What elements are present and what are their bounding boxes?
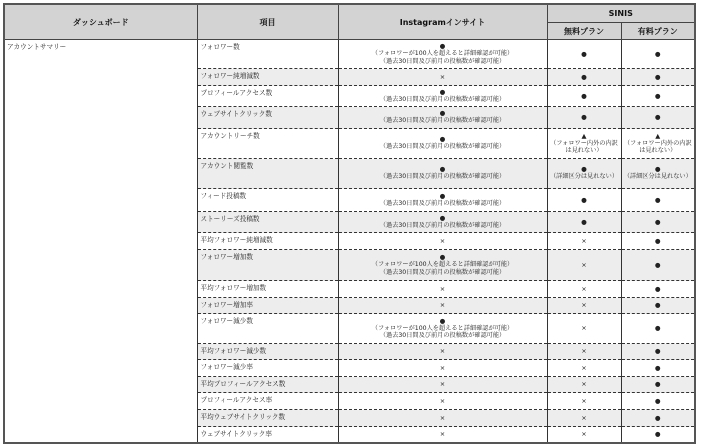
feature-comparison-table (3, 3, 696, 444)
unavailable-mark: × (581, 324, 587, 332)
instagram-insight-cell (338, 377, 547, 393)
header-dashboard: ダッシュボード (4, 4, 197, 40)
unavailable-mark: × (439, 72, 446, 81)
metric-name: フォロワー減少数 (197, 314, 338, 344)
free-plan-cell (547, 107, 621, 129)
free-plan-cell (547, 360, 621, 377)
available-mark: ● (654, 72, 661, 81)
unavailable-mark: × (439, 429, 446, 438)
dashboard-account-summary: アカウントサマリー (4, 40, 197, 443)
paid-plan-cell (621, 298, 695, 314)
unavailable-mark: × (581, 413, 587, 422)
free-plan-cell (547, 427, 621, 443)
instagram-insight-cell (338, 129, 547, 159)
available-mark: ● (654, 347, 661, 355)
instagram-insight-cell (338, 69, 547, 86)
metric-name: フォロワー増加数 (197, 250, 338, 281)
partial-mark: ▲ (655, 131, 661, 140)
unavailable-mark: × (439, 363, 446, 372)
free-plan-cell (547, 410, 621, 427)
paid-plan-cell (621, 393, 695, 410)
insight-note: （フォロワーが100人を超えると詳細確認が可能） (371, 50, 514, 57)
unavailable-mark: × (581, 236, 587, 245)
unavailable-mark: × (581, 396, 587, 405)
paid-plan-cell (621, 107, 695, 129)
instagram-insight-cell (338, 298, 547, 314)
paid-plan-cell (621, 281, 695, 298)
instagram-insight-cell (338, 427, 547, 443)
available-mark: ● (581, 165, 587, 174)
available-mark: ● (654, 217, 661, 226)
free-plan-cell (547, 212, 621, 233)
metric-name: フォロワー減少率 (197, 360, 338, 377)
paid-plan-cell (621, 233, 695, 250)
unavailable-mark: × (439, 380, 446, 388)
free-plan-cell (547, 86, 621, 107)
plan-note: （フォロワー内外の内訳は見れない） (550, 139, 618, 154)
insight-note: （過去30日間及び前月の投稿数が確認可能） (379, 199, 506, 207)
available-mark: ● (654, 413, 661, 422)
instagram-insight-cell (338, 107, 547, 129)
available-mark: ● (654, 324, 661, 332)
unavailable-mark: × (439, 413, 446, 422)
available-mark: ● (654, 429, 661, 438)
metric-name: フォロワー増加率 (197, 298, 338, 314)
available-mark: ● (654, 236, 661, 245)
available-mark: ● (654, 113, 661, 121)
available-mark: ● (581, 113, 587, 121)
unavailable-mark: × (581, 380, 587, 388)
paid-plan-cell (621, 69, 695, 86)
metric-name: フォロワー純増減数 (197, 69, 338, 86)
paid-plan-cell (621, 314, 695, 344)
available-mark: ● (581, 91, 587, 100)
available-mark: ● (654, 396, 661, 405)
instagram-insight-cell (338, 250, 547, 281)
instagram-insight-cell (338, 212, 547, 233)
metric-name: 平均ウェブサイトクリック数 (197, 410, 338, 427)
unavailable-mark: × (439, 347, 446, 355)
metric-name: ウェブサイトクリック数 (197, 107, 338, 129)
metric-name: 平均フォロワー増加数 (197, 281, 338, 298)
metric-name: アカウントリーチ数 (197, 129, 338, 159)
available-mark: ● (439, 87, 446, 96)
available-mark: ● (439, 191, 446, 200)
insight-note: （フォロワーが100人を超えると詳細確認が可能） (371, 261, 514, 268)
metric-name: フォロワー数 (197, 40, 338, 69)
free-plan-cell (547, 69, 621, 86)
unavailable-mark: × (581, 347, 587, 355)
metric-name: ウェブサイトクリック率 (197, 427, 338, 443)
unavailable-mark: × (581, 260, 587, 269)
insight-note: （過去30日間及び前月の投稿数が確認可能） (379, 332, 506, 339)
available-mark: ● (439, 42, 446, 50)
instagram-insight-cell (338, 314, 547, 344)
available-mark: ● (654, 260, 661, 269)
paid-plan-cell (621, 86, 695, 107)
unavailable-mark: × (439, 301, 446, 309)
free-plan-cell (547, 281, 621, 298)
available-mark: ● (581, 49, 587, 58)
instagram-insight-cell (338, 281, 547, 298)
insight-note: （過去30日間及び前月の投稿数が確認可能） (379, 268, 506, 276)
metric-name: ストーリーズ投稿数 (197, 212, 338, 233)
paid-plan-cell (621, 129, 695, 159)
available-mark: ● (439, 213, 446, 222)
available-mark: ● (581, 217, 587, 226)
available-mark: ● (439, 253, 446, 261)
insight-note: （過去30日間及び前月の投稿数が確認可能） (379, 221, 506, 229)
instagram-insight-cell (338, 86, 547, 107)
free-plan-cell (547, 40, 621, 69)
metric-name: プロフィールアクセス率 (197, 393, 338, 410)
unavailable-mark: × (581, 363, 587, 372)
unavailable-mark: × (581, 284, 587, 293)
unavailable-mark: × (439, 236, 446, 245)
header-instagram-insight: Instagramインサイト (338, 4, 547, 40)
available-mark: ● (654, 284, 661, 293)
unavailable-mark: × (581, 429, 587, 438)
free-plan-cell (547, 344, 621, 360)
instagram-insight-cell (338, 233, 547, 250)
free-plan-cell (547, 314, 621, 344)
paid-plan-cell (621, 250, 695, 281)
free-plan-cell (547, 298, 621, 314)
plan-note: （フォロワー内外の内訳は見れない） (623, 139, 692, 154)
available-mark: ● (654, 91, 661, 100)
instagram-insight-cell (338, 159, 547, 189)
available-mark: ● (654, 49, 661, 58)
available-mark: ● (654, 380, 661, 388)
insight-note: （フォロワーが100人を超えると詳細確認が可能） (371, 324, 514, 332)
metric-name: 平均プロフィールアクセス数 (197, 377, 338, 393)
available-mark: ● (439, 135, 446, 144)
free-plan-cell (547, 377, 621, 393)
unavailable-mark: × (439, 284, 446, 293)
available-mark: ● (654, 301, 661, 309)
instagram-insight-cell (338, 360, 547, 377)
paid-plan-cell (621, 360, 695, 377)
available-mark: ● (581, 72, 587, 81)
metric-name: フィード投稿数 (197, 189, 338, 212)
available-mark: ● (439, 165, 446, 174)
paid-plan-cell (621, 410, 695, 427)
available-mark: ● (654, 195, 661, 204)
instagram-insight-cell (338, 344, 547, 360)
unavailable-mark: × (439, 396, 446, 405)
unavailable-mark: × (581, 301, 587, 309)
instagram-insight-cell (338, 40, 547, 69)
free-plan-cell (547, 250, 621, 281)
insight-note: （過去30日間及び前月の投稿数が確認可能） (379, 117, 506, 125)
instagram-insight-cell (338, 410, 547, 427)
available-mark: ● (581, 195, 587, 204)
header-free-plan: 無料プラン (547, 23, 621, 40)
insight-note: （過去30日間及び前月の投稿数が確認可能） (379, 95, 506, 103)
free-plan-cell (547, 189, 621, 212)
partial-mark: ▲ (581, 131, 587, 140)
available-mark: ● (654, 165, 661, 174)
header-sinis: SINIS (547, 4, 695, 23)
plan-note: （詳細区分は見れない） (623, 173, 692, 181)
paid-plan-cell (621, 212, 695, 233)
metric-name: 平均フォロワー減少数 (197, 344, 338, 360)
free-plan-cell (547, 233, 621, 250)
plan-note: （詳細区分は見れない） (549, 173, 619, 181)
insight-note: （過去30日間及び前月の投稿数が確認可能） (379, 143, 506, 151)
available-mark: ● (654, 363, 661, 372)
instagram-insight-cell (338, 189, 547, 212)
available-mark: ● (439, 316, 446, 325)
insight-note: （過去30日間及び前月の投稿数が確認可能） (379, 57, 506, 65)
instagram-insight-cell (338, 393, 547, 410)
free-plan-cell (547, 129, 621, 159)
metric-name: プロフィールアクセス数 (197, 86, 338, 107)
free-plan-cell (547, 393, 621, 410)
metric-name: 平均フォロワー純増減数 (197, 233, 338, 250)
header-paid-plan: 有料プラン (621, 23, 695, 40)
paid-plan-cell (621, 40, 695, 69)
paid-plan-cell (621, 159, 695, 189)
insight-note: （過去30日間及び前月の投稿数が確認可能） (379, 173, 506, 181)
available-mark: ● (439, 109, 446, 118)
paid-plan-cell (621, 189, 695, 212)
header-item: 項目 (197, 4, 338, 40)
paid-plan-cell (621, 427, 695, 443)
paid-plan-cell (621, 377, 695, 393)
paid-plan-cell (621, 344, 695, 360)
free-plan-cell (547, 159, 621, 189)
table-body (4, 40, 695, 443)
metric-name: アカウント閲覧数 (197, 159, 338, 189)
table-row (4, 40, 695, 69)
